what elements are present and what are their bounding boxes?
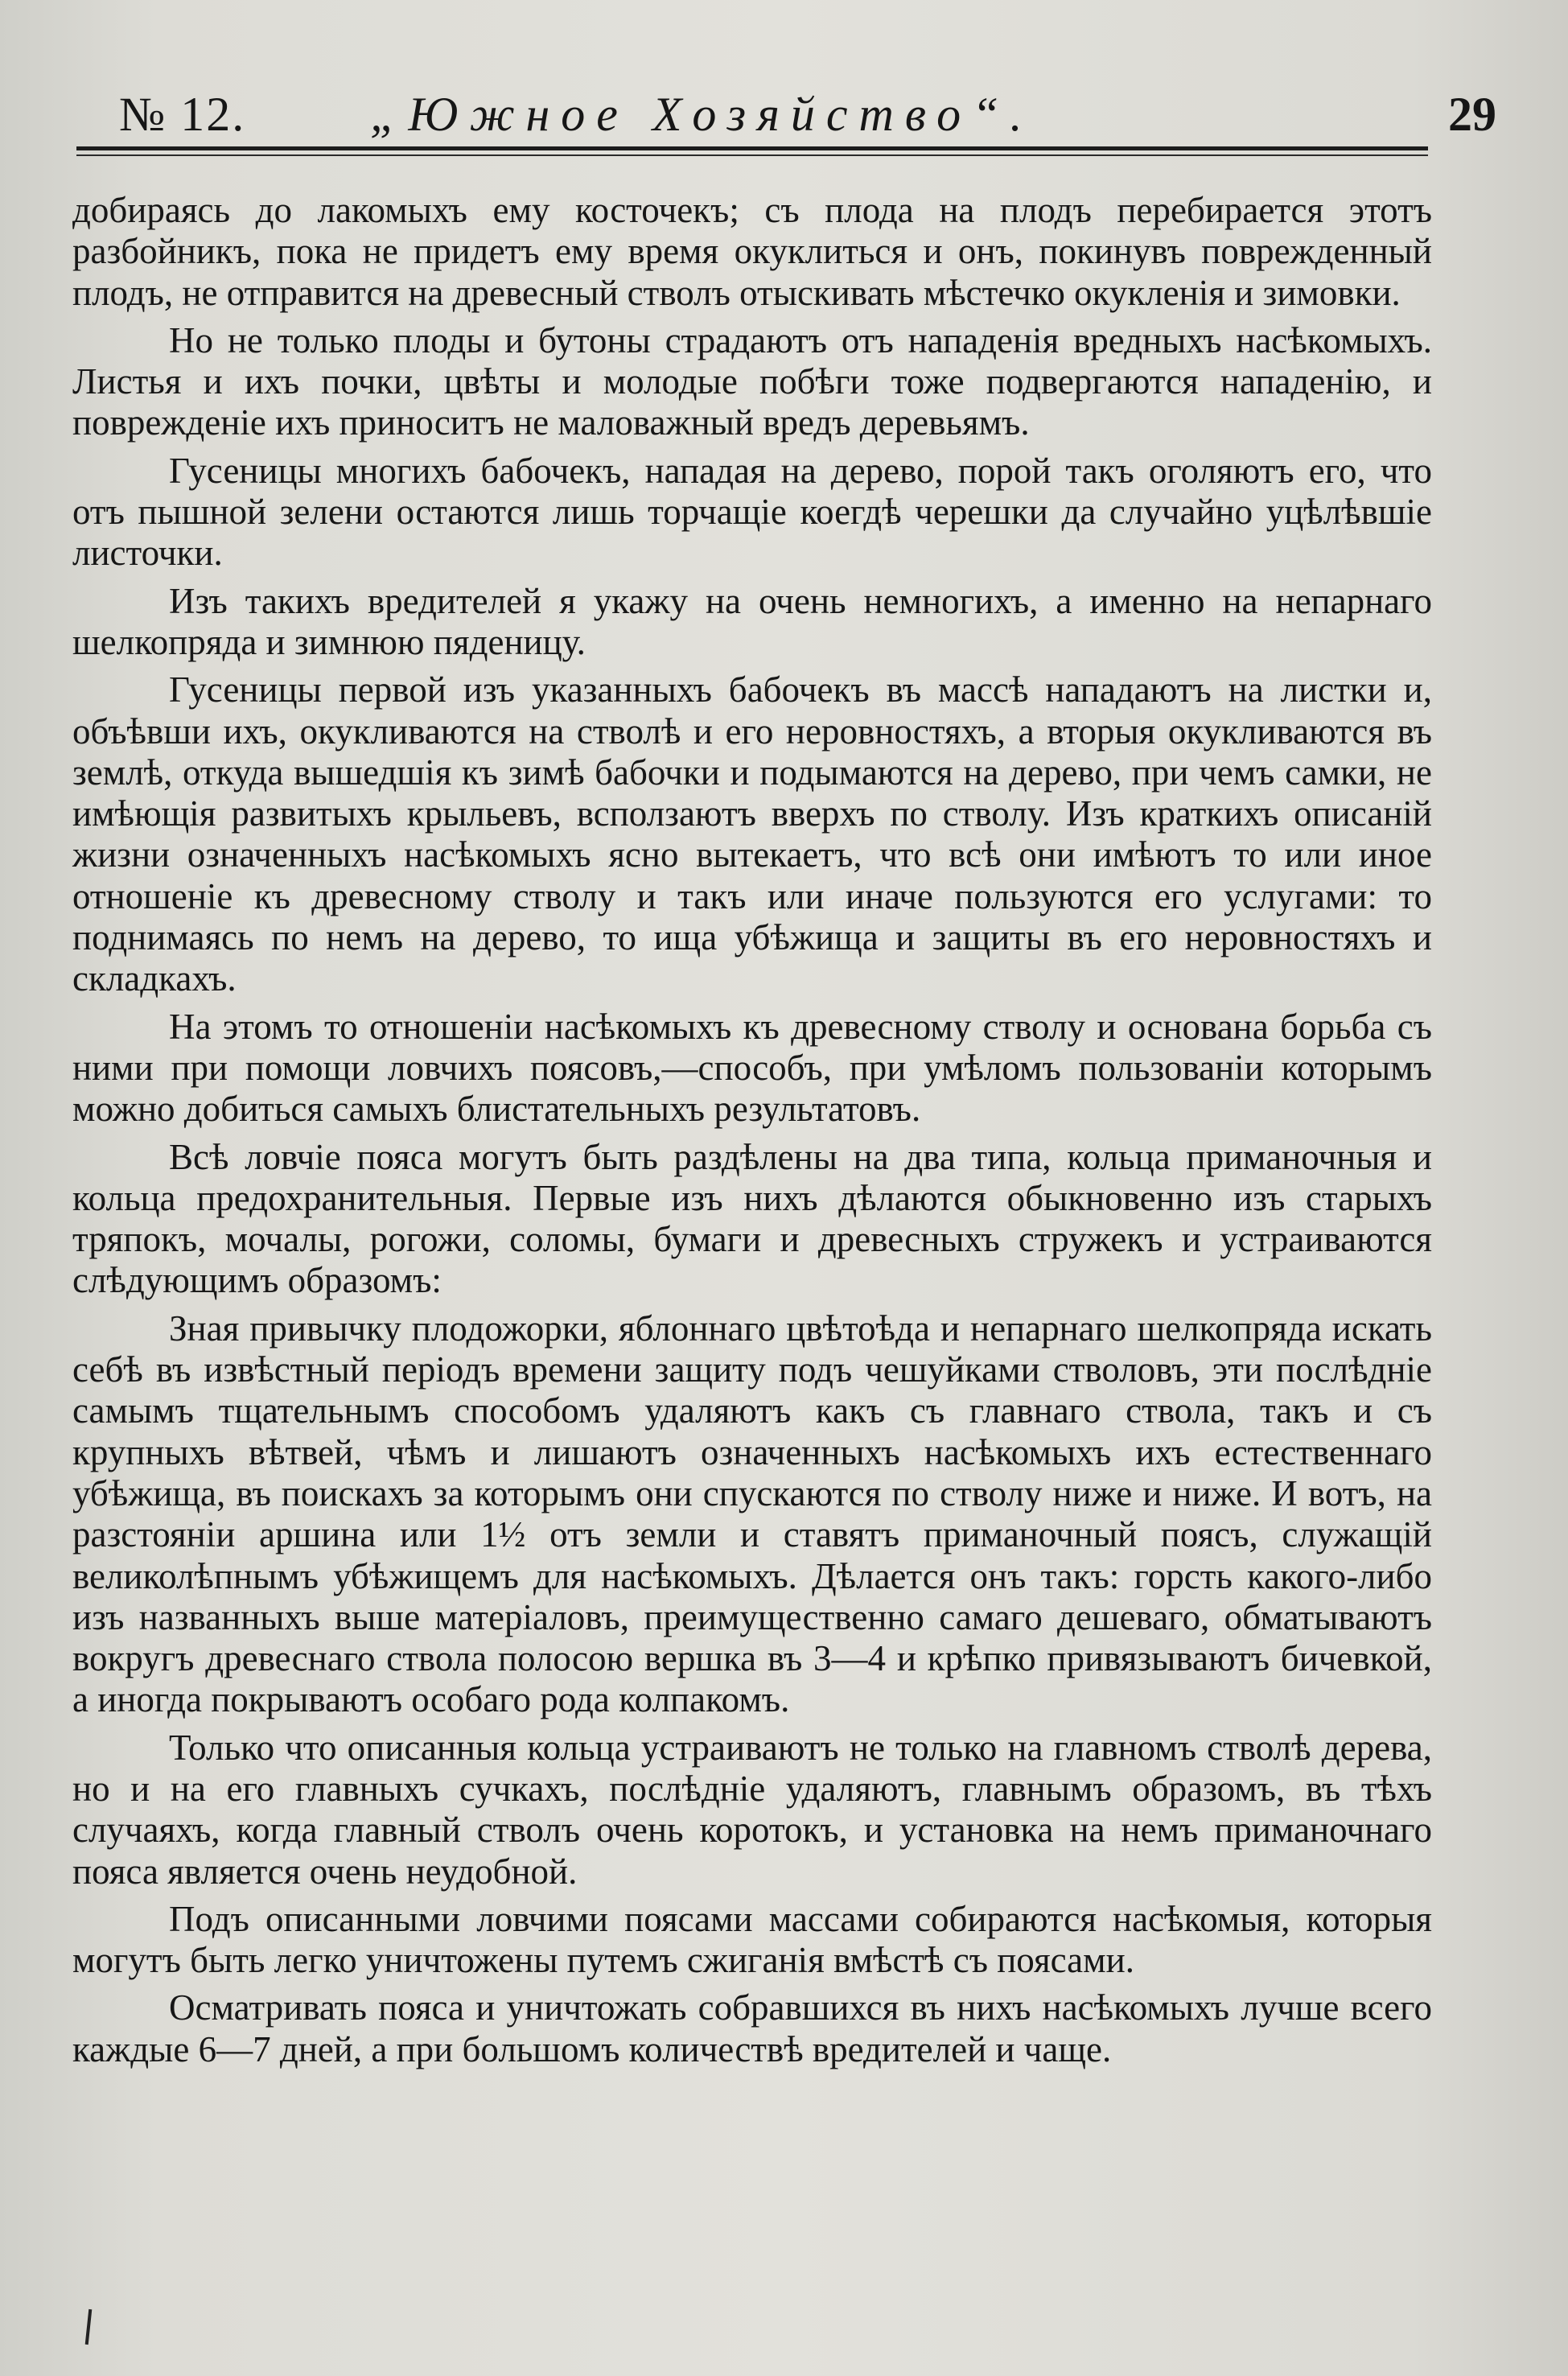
header-rule-thick: [76, 146, 1428, 150]
paragraph: Всѣ ловчіе пояса могутъ быть раздѣлены на два типа, кольца приманочныя и кольца предохранительныя. Первые изъ нихъ дѣлаются обыкновенно изъ старыхъ тряпокъ, мочалы, рогожи, соломы, бумаги и древесныхъ стружекъ и устраиваются слѣдующимъ образомъ:: [72, 1136, 1432, 1301]
article-body: [72, 190, 1432, 2077]
running-header: [113, 87, 1496, 145]
paragraph: На этомъ то отношеніи насѣкомыхъ къ древесному стволу и основана борьба съ ними при помощи ловчихъ поясовъ,—способъ, при умѣломъ пользованіи которымъ можно добиться самыхъ блистательныхъ результатовъ.: [72, 1006, 1432, 1130]
header-rule-thin: [76, 154, 1428, 156]
paragraph: Только что описанныя кольца устраиваютъ не только на главномъ стволѣ дерева, но и на его главныхъ сучкахъ, послѣдніе удаляютъ, главнымъ образомъ, въ тѣхъ случаяхъ, когда главный стволъ очень коротокъ, и установка на немъ приманочнаго пояса является очень неудобной.: [72, 1727, 1432, 1892]
margin-mark: [85, 2309, 93, 2345]
paragraph: Гусеницы первой изъ указанныхъ бабочекъ въ массѣ нападаютъ на листки и, объѣвши ихъ, окукливаются на стволѣ и его неровностяхъ, а вторыя окукливаются въ землѣ, откуда вышедшія къ зимѣ бабочки и подымаются на дерево, при чемъ самки, не имѣющія развитыхъ крыльевъ, всползаютъ вверхъ по стволу. Изъ краткихъ описаній жизни означенныхъ насѣкомыхъ ясно вытекаетъ, что всѣ они имѣютъ то или иное отношеніе къ древесному стволу и такъ или иначе пользуются его услугами: то поднимаясь по немъ на дерево, то ища убѣжища и защиты въ его неровностяхъ и складкахъ.: [72, 669, 1432, 999]
paragraph: Изъ такихъ вредителей я укажу на очень немногихъ, а именно на непарнаго шелкопряда и зимнюю пяденицу.: [72, 580, 1432, 662]
paragraph: Зная привычку плодожорки, яблоннаго цвѣтоѣда и непарнаго шелкопряда искать себѣ въ извѣстный періодъ времени защиту подъ чешуйками стволовъ, эти послѣдніе самымъ тщательнымъ способомъ удаляютъ какъ съ главнаго ствола, такъ и съ крупныхъ вѣтвей, чѣмъ и лишаютъ означенныхъ насѣкомыхъ ихъ естественнаго убѣжища, въ поискахъ за которымъ они спускаются по стволу ниже и ниже. И вотъ, на разстояніи аршина или 1½ отъ земли и ставятъ приманочный поясъ, служащій великолѣпнымъ убѣжищемъ для насѣкомыхъ. Дѣлается онъ такъ: горсть какого-либо изъ названныхъ выше матеріаловъ, преимущественно самаго дешеваго, обматываютъ вокругъ древеснаго ствола полосою вершка въ 3—4 и крѣпко привязываютъ бичевкой, а иногда покрываютъ особаго рода колпакомъ.: [72, 1307, 1432, 1720]
issue-number: № 12.: [119, 88, 246, 141]
paragraph: добираясь до лакомыхъ ему косточекъ; съ плода на плодъ перебирается этотъ разбойникъ, пока не придетъ ему время окуклиться и онъ, покинувъ поврежденный плодъ, не отправится на древесный стволъ отыскивать мѣстечко окукленія и зимовки.: [72, 190, 1432, 313]
page-number: 29: [1448, 88, 1496, 141]
journal-title: „Южное Хозяйство“.: [370, 88, 1034, 141]
paragraph: Но не только плоды и бутоны страдаютъ отъ нападенія вредныхъ насѣкомыхъ. Листья и ихъ почки, цвѣты и молодые побѣги тоже подвергаются нападенію, и поврежденіе ихъ приноситъ не маловажный вредъ деревьямъ.: [72, 319, 1432, 443]
paragraph: Гусеницы многихъ бабочекъ, нападая на дерево, порой такъ оголяютъ его, что отъ пышной зелени остаются лишь торчащіе коегдѣ черешки да случайно уцѣлѣвшіе листочки.: [72, 450, 1432, 574]
paragraph: Подъ описанными ловчими поясами массами собираются насѣкомыя, которыя могутъ быть легко уничтожены путемъ сжиганія вмѣстѣ съ поясами.: [72, 1898, 1432, 1981]
paragraph: Осматривать пояса и уничтожать собравшихся въ нихъ насѣкомыхъ лучше всего каждые 6—7 дней, а при большомъ количествѣ вредителей и чаще.: [72, 1987, 1432, 2069]
